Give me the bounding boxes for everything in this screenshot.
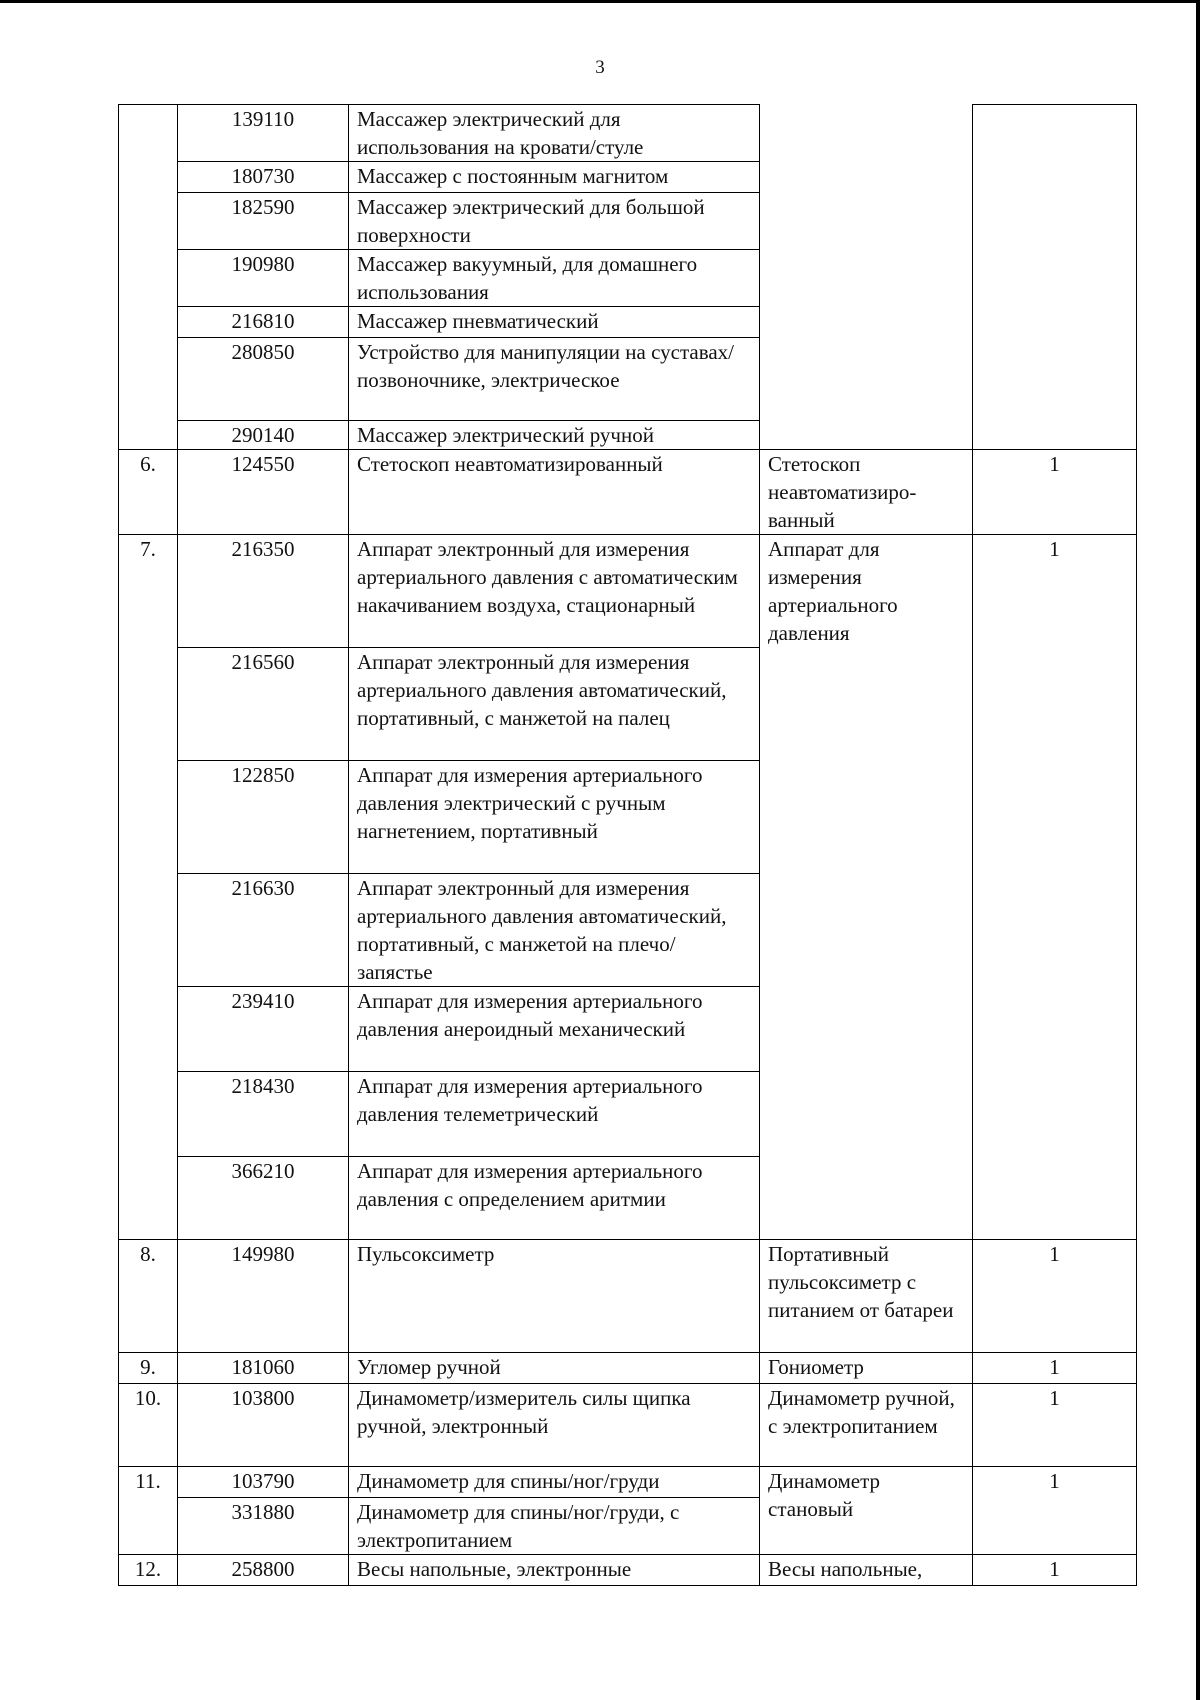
scan-top-edge [0, 0, 1200, 3]
item-code: 331880 [178, 1498, 349, 1555]
group-name: Портативный пульсоксиметр с питанием от батареи [760, 1240, 973, 1353]
quantity: 1 [973, 1384, 1137, 1467]
table-row [119, 1353, 1137, 1384]
item-code: 103790 [178, 1467, 349, 1498]
item-code: 149980 [178, 1240, 349, 1353]
item-name: Динамометр для спины/ног/груди, с электропитанием [349, 1498, 760, 1555]
item-name: Угломер ручной [349, 1353, 760, 1384]
row-number [119, 105, 178, 450]
item-name: Аппарат электронный для измерения артериального давления автоматический, портативный, с манжетой на палец [349, 648, 760, 761]
item-code: 216560 [178, 648, 349, 761]
group-name: Динамометр становый [760, 1467, 973, 1555]
group-name: Весы напольные, [760, 1555, 973, 1586]
item-name: Динамометр/измеритель силы щипка ручной, электронный [349, 1384, 760, 1467]
item-code: 258800 [178, 1555, 349, 1586]
group-name: Гониометр [760, 1353, 973, 1384]
item-code: 218430 [178, 1072, 349, 1157]
page-number: 3 [595, 57, 605, 78]
item-name: Аппарат электронный для измерения артериального давления с автоматическим накачиванием воздуха, стационарный [349, 535, 760, 648]
item-name: Динамометр для спины/ног/груди [349, 1467, 760, 1498]
item-code: 216350 [178, 535, 349, 648]
item-code: 181060 [178, 1353, 349, 1384]
group-name: Стетоскоп неавтоматизиро-ванный [760, 450, 973, 535]
item-name: Массажер пневматический [349, 307, 760, 338]
quantity: 1 [973, 535, 1137, 1240]
item-code: 280850 [178, 338, 349, 421]
item-code: 216810 [178, 307, 349, 338]
item-code: 366210 [178, 1157, 349, 1240]
scan-right-edge [1196, 0, 1200, 1700]
quantity: 1 [973, 1555, 1137, 1586]
item-code: 190980 [178, 250, 349, 307]
row-number: 7. [119, 535, 178, 1240]
item-name: Пульсоксиметр [349, 1240, 760, 1353]
item-name: Весы напольные, электронные [349, 1555, 760, 1586]
group-name [760, 105, 973, 450]
item-name: Аппарат для измерения артериального давления анероидный механический [349, 987, 760, 1072]
item-code: 182590 [178, 193, 349, 250]
item-name: Массажер вакуумный, для домашнего использования [349, 250, 760, 307]
quantity: 1 [973, 1467, 1137, 1555]
table-row [119, 1240, 1137, 1353]
row-number: 8. [119, 1240, 178, 1353]
quantity: 1 [973, 1240, 1137, 1353]
item-name: Аппарат для измерения артериального давления с определением аритмии [349, 1157, 760, 1240]
item-name: Аппарат для измерения артериального давления телеметрический [349, 1072, 760, 1157]
group-name: Аппарат для измерения артериального давления [760, 535, 973, 1240]
equipment-table-body [119, 105, 1137, 1586]
quantity [973, 105, 1137, 450]
item-code: 216630 [178, 874, 349, 987]
item-name: Устройство для манипуляции на суставах/позвоночнике, электрическое [349, 338, 760, 421]
row-number: 12. [119, 1555, 178, 1586]
item-name: Массажер электрический для большой поверхности [349, 193, 760, 250]
item-name: Аппарат электронный для измерения артериального давления автоматический, портативный, с манжетой на плечо/запястье [349, 874, 760, 987]
table-row [119, 535, 1137, 648]
item-name: Стетоскоп неавтоматизированный [349, 450, 760, 535]
item-code: 290140 [178, 421, 349, 450]
item-code: 124550 [178, 450, 349, 535]
quantity: 1 [973, 450, 1137, 535]
table-row [119, 105, 1137, 162]
table-row [119, 450, 1137, 535]
row-number: 6. [119, 450, 178, 535]
group-name: Динамометр ручной, с электропитанием [760, 1384, 973, 1467]
item-code: 122850 [178, 761, 349, 874]
equipment-table [118, 104, 1137, 1586]
row-number: 11. [119, 1467, 178, 1555]
table-row [119, 1467, 1137, 1498]
table-row [119, 1384, 1137, 1467]
table-row [119, 1555, 1137, 1586]
item-name: Аппарат для измерения артериального давления электрический с ручным нагнетением, портативный [349, 761, 760, 874]
item-name: Массажер электрический ручной [349, 421, 760, 450]
row-number: 10. [119, 1384, 178, 1467]
item-code: 239410 [178, 987, 349, 1072]
item-name: Массажер с постоянным магнитом [349, 162, 760, 193]
quantity: 1 [973, 1353, 1137, 1384]
row-number: 9. [119, 1353, 178, 1384]
item-name: Массажер электрический для использования на кровати/стуле [349, 105, 760, 162]
item-code: 180730 [178, 162, 349, 193]
item-code: 139110 [178, 105, 349, 162]
item-code: 103800 [178, 1384, 349, 1467]
